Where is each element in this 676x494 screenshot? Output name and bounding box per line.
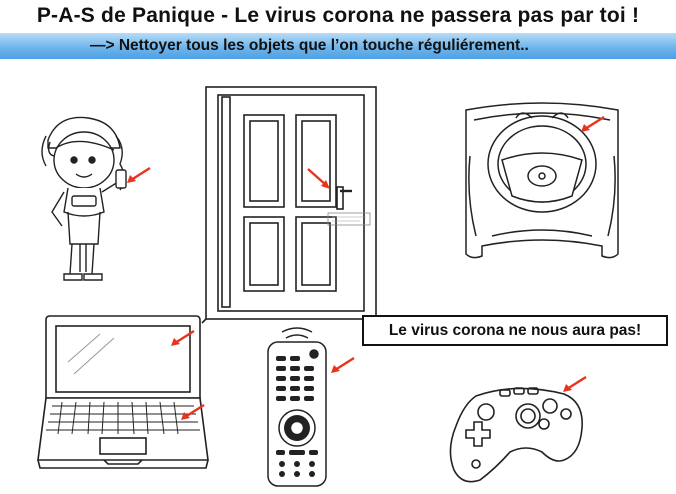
remote-control-illustration xyxy=(264,326,330,486)
door-illustration xyxy=(200,83,382,325)
arrow-controller-icon xyxy=(560,374,590,396)
page-subtitle: —> Nettoyer tous les objets que l’on touche réguliérement.. xyxy=(90,37,529,54)
page-title: P-A-S de Panique - Le virus corona ne passera pas par toi ! xyxy=(36,4,640,27)
callout-box: Le virus corona ne nous aura pas! xyxy=(362,315,668,346)
arrow-laptop-keyboard-icon xyxy=(178,402,208,424)
girl-phone-illustration xyxy=(28,108,148,288)
arrow-laptop-screen-icon xyxy=(168,328,198,350)
arrow-steering-wheel-icon xyxy=(578,114,608,136)
arrow-remote-icon xyxy=(328,355,358,377)
arrow-girl-phone-icon xyxy=(124,165,154,187)
arrow-door-handle-icon xyxy=(304,166,334,192)
